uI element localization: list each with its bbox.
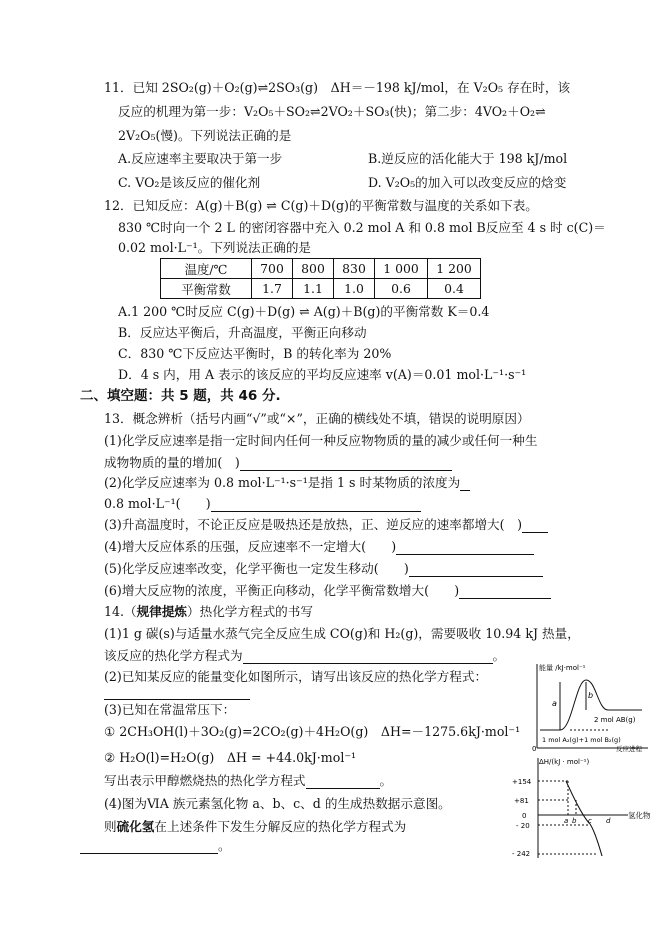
- hydride-heat-diagram: [506, 754, 656, 864]
- q13-item3: [104, 517, 548, 533]
- table-cell: 800: [293, 259, 334, 279]
- q12-line3: 0.02 mol·L⁻¹。下列说法正确的是: [118, 240, 312, 255]
- answer-blank[interactable]: [459, 585, 551, 599]
- q14-part2: (2)已知某反应的能量变化如图所示，请写出该反应的热化学方程式：: [104, 669, 488, 684]
- q14-part3: (3)已知在常温常压下：: [104, 702, 236, 717]
- answer-blank[interactable]: [522, 519, 548, 533]
- q13-item1-text: 成物物质的量的增加( ): [104, 455, 240, 470]
- period: 。: [492, 648, 506, 663]
- fig1-label-b: b: [588, 691, 594, 700]
- q13-item2-line1: [104, 475, 470, 491]
- fig2-bar-label: d: [606, 817, 611, 825]
- fig2-xlabel: 氢化物: [628, 811, 651, 820]
- q14-part4-text2: 在上述条件下发生分解反应的热化学方程式为: [154, 819, 407, 834]
- fig1-product-label: 2 mol AB(g): [594, 716, 636, 724]
- fig2-bar-label: a: [564, 817, 569, 825]
- fig2-bar-label: c: [588, 817, 592, 825]
- q13-item2-line2: [104, 496, 421, 512]
- q13-item4-text: (4)增大反应体系的压强，反应速率不一定增大( ): [104, 539, 397, 554]
- fig2-tick: 0: [522, 812, 527, 820]
- q13-item1-line2: [104, 455, 452, 471]
- period: 。: [218, 838, 231, 853]
- q14-part3-text: 写出表示甲醇燃烧热的热化学方程式: [104, 773, 306, 788]
- q14-part4-text: 则: [104, 819, 117, 834]
- answer-blank[interactable]: [211, 498, 421, 512]
- answer-blank[interactable]: [306, 775, 380, 789]
- period: 。: [379, 773, 393, 788]
- equilibrium-constant-table: [160, 258, 481, 299]
- answer-blank[interactable]: [240, 457, 452, 471]
- q14-stem: [104, 604, 313, 620]
- q11-option-a: A.反应速率主要取决于第一步: [118, 151, 283, 166]
- table-row: [161, 259, 481, 279]
- answer-blank[interactable]: [104, 686, 250, 700]
- q14-eq2: ② H₂O(l)=H₂O(g) ΔH = +44.0kJ·mol⁻¹: [104, 750, 357, 765]
- fig2-tick: +154: [512, 778, 532, 786]
- q14-stem-prefix: 14.（: [104, 604, 137, 619]
- table-cell: 1 000: [375, 259, 428, 279]
- table-cell: 1.7: [252, 279, 293, 299]
- fig2-bar-label: b: [572, 817, 577, 825]
- table-cell: 平衡常数: [161, 279, 252, 299]
- table-cell: 0.4: [428, 279, 481, 299]
- q13-item6: [104, 583, 551, 599]
- table-cell: 1.0: [334, 279, 375, 299]
- q11-line2: 反应的机理为第一步：V₂O₅＋SO₂⇌2VO₂＋SO₃(快)；第二步：4VO₂＋O₂⇌: [118, 104, 546, 119]
- table-cell: 700: [252, 259, 293, 279]
- fig1-label-a: a: [552, 699, 557, 708]
- q13-item2-text: (2)化学反应速率为 0.8 mol·L⁻¹·s⁻¹是指 1 s 时某物质的浓度为: [104, 475, 461, 490]
- q14-part4-blank-line: [80, 838, 231, 854]
- q14-stem-bold: 规律提炼: [136, 604, 187, 619]
- q13-item6-text: (6)增大反应物的浓度，平衡正向移动，化学平衡常数增大( ): [104, 583, 460, 598]
- q13-item1-line1: (1)化学反应速率是指一定时间内任何一种反应物物质的量的减少或任何一种生: [104, 433, 538, 448]
- fig1-ylabel: 能量 /kJ·mol⁻¹: [539, 664, 586, 672]
- q13-item5-text: (5)化学反应速率改变，化学平衡也一定发生移动( ): [104, 561, 409, 576]
- q12-line1: 12．已知反应：A(g)＋B(g) ⇌ C(g)＋D(g)的平衡常数与温度的关系如下表。: [104, 198, 538, 213]
- table-cell: 温度/℃: [161, 259, 252, 279]
- q13-item4: [104, 539, 534, 555]
- q13-item3-text: (3)升高温度时，不论正反应是吸热还是放热，正、逆反应的速率都增大( ): [104, 517, 523, 532]
- q14-part1-line2: [104, 648, 505, 664]
- q11-option-b: B.逆反应的活化能大于 198 kJ/mol: [368, 151, 568, 166]
- q11-line1: 11．已知 2SO₂(g)＋O₂(g)⇌2SO₃(g) ΔH＝－198 kJ/mol，在 V₂O₅ 存在时，该: [104, 80, 571, 95]
- answer-blank[interactable]: [243, 650, 493, 664]
- answer-blank[interactable]: [460, 477, 470, 491]
- table-cell: 1.1: [293, 279, 334, 299]
- q12-option-a: A.1 200 ℃时反应 C(g)＋D(g) ⇌ A(g)＋B(g)的平衡常数 K＝0.4: [118, 304, 490, 319]
- fig2-tick: - 242: [512, 850, 531, 858]
- answer-blank[interactable]: [396, 541, 534, 555]
- q14-eq1: ① 2CH₃OH(l)＋3O₂(g)=2CO₂(g)＋4H₂O(g) ΔH=－1275.6kJ·mol⁻¹: [104, 724, 521, 739]
- table-cell: 0.6: [375, 279, 428, 299]
- fig1-xlabel: 反应进程: [616, 745, 642, 752]
- table-cell: 1 200: [428, 259, 481, 279]
- q14-part2-blank-line: [104, 684, 250, 700]
- q14-stem-suffix: ）热化学方程式的书写: [187, 604, 313, 619]
- q11-option-d: D. V₂O₅的加入可以改变反应的焓变: [368, 175, 567, 190]
- q13-stem: 13．概念辨析（括号内画“√”或“×”，正确的横线处不填，错误的说明原因）: [104, 411, 530, 426]
- answer-blank[interactable]: [409, 563, 543, 577]
- q14-part4-question: [104, 819, 406, 835]
- q12-line2: 830 ℃时向一个 2 L 的密闭容器中充入 0.2 mol A 和 0.8 mol B反应至 4 s 时 c(C)＝: [118, 220, 606, 235]
- q11-option-c: C. VO₂是该反应的催化剂: [118, 175, 261, 190]
- q14-part1-line1: (1)1 g 碳(s)与适量水蒸气完全反应生成 CO(g)和 H₂(g)，需要吸收 10.94 kJ 热量，: [104, 626, 580, 641]
- answer-blank[interactable]: [80, 840, 218, 854]
- table-cell: 830: [334, 259, 375, 279]
- q14-part1-text: 该反应的热化学方程式为: [104, 648, 243, 663]
- q13-item5: [104, 561, 543, 577]
- q14-part4-bold: 硫化氢: [116, 819, 155, 834]
- fig2-tick: +81: [514, 797, 529, 805]
- q12-option-c: C．830 ℃下反应达平衡时，B 的转化率为 20%: [118, 346, 392, 361]
- table-row: [161, 279, 481, 299]
- q14-part3-question: [104, 773, 392, 789]
- q13-item2-text2: 0.8 mol·L⁻¹( ): [104, 496, 211, 511]
- section-heading: 二、填空题：共 5 题，共 46 分.: [80, 388, 281, 404]
- q12-option-d: D．4 s 内，用 A 表示的该反应的平均反应速率 v(A)＝0.01 mol·L⁻¹·s⁻¹: [118, 367, 527, 382]
- q12-option-b: B．反应达平衡后，升高温度，平衡正向移动: [118, 325, 367, 340]
- fig2-ylabel: ΔH/(kJ · mol⁻¹): [539, 758, 590, 766]
- q14-part4: (4)图为ⅥA 族元素氢化物 a、b、c、d 的生成热数据示意图。: [104, 796, 451, 811]
- fig1-reactant-label: 1 mol A₂(g)+1 mol B₂(g): [542, 736, 621, 744]
- energy-diagram: [530, 660, 652, 752]
- fig1-origin: 0: [532, 745, 537, 752]
- fig2-tick: - 20: [516, 822, 530, 830]
- q11-line3: 2V₂O₅(慢)。下列说法正确的是: [118, 128, 292, 143]
